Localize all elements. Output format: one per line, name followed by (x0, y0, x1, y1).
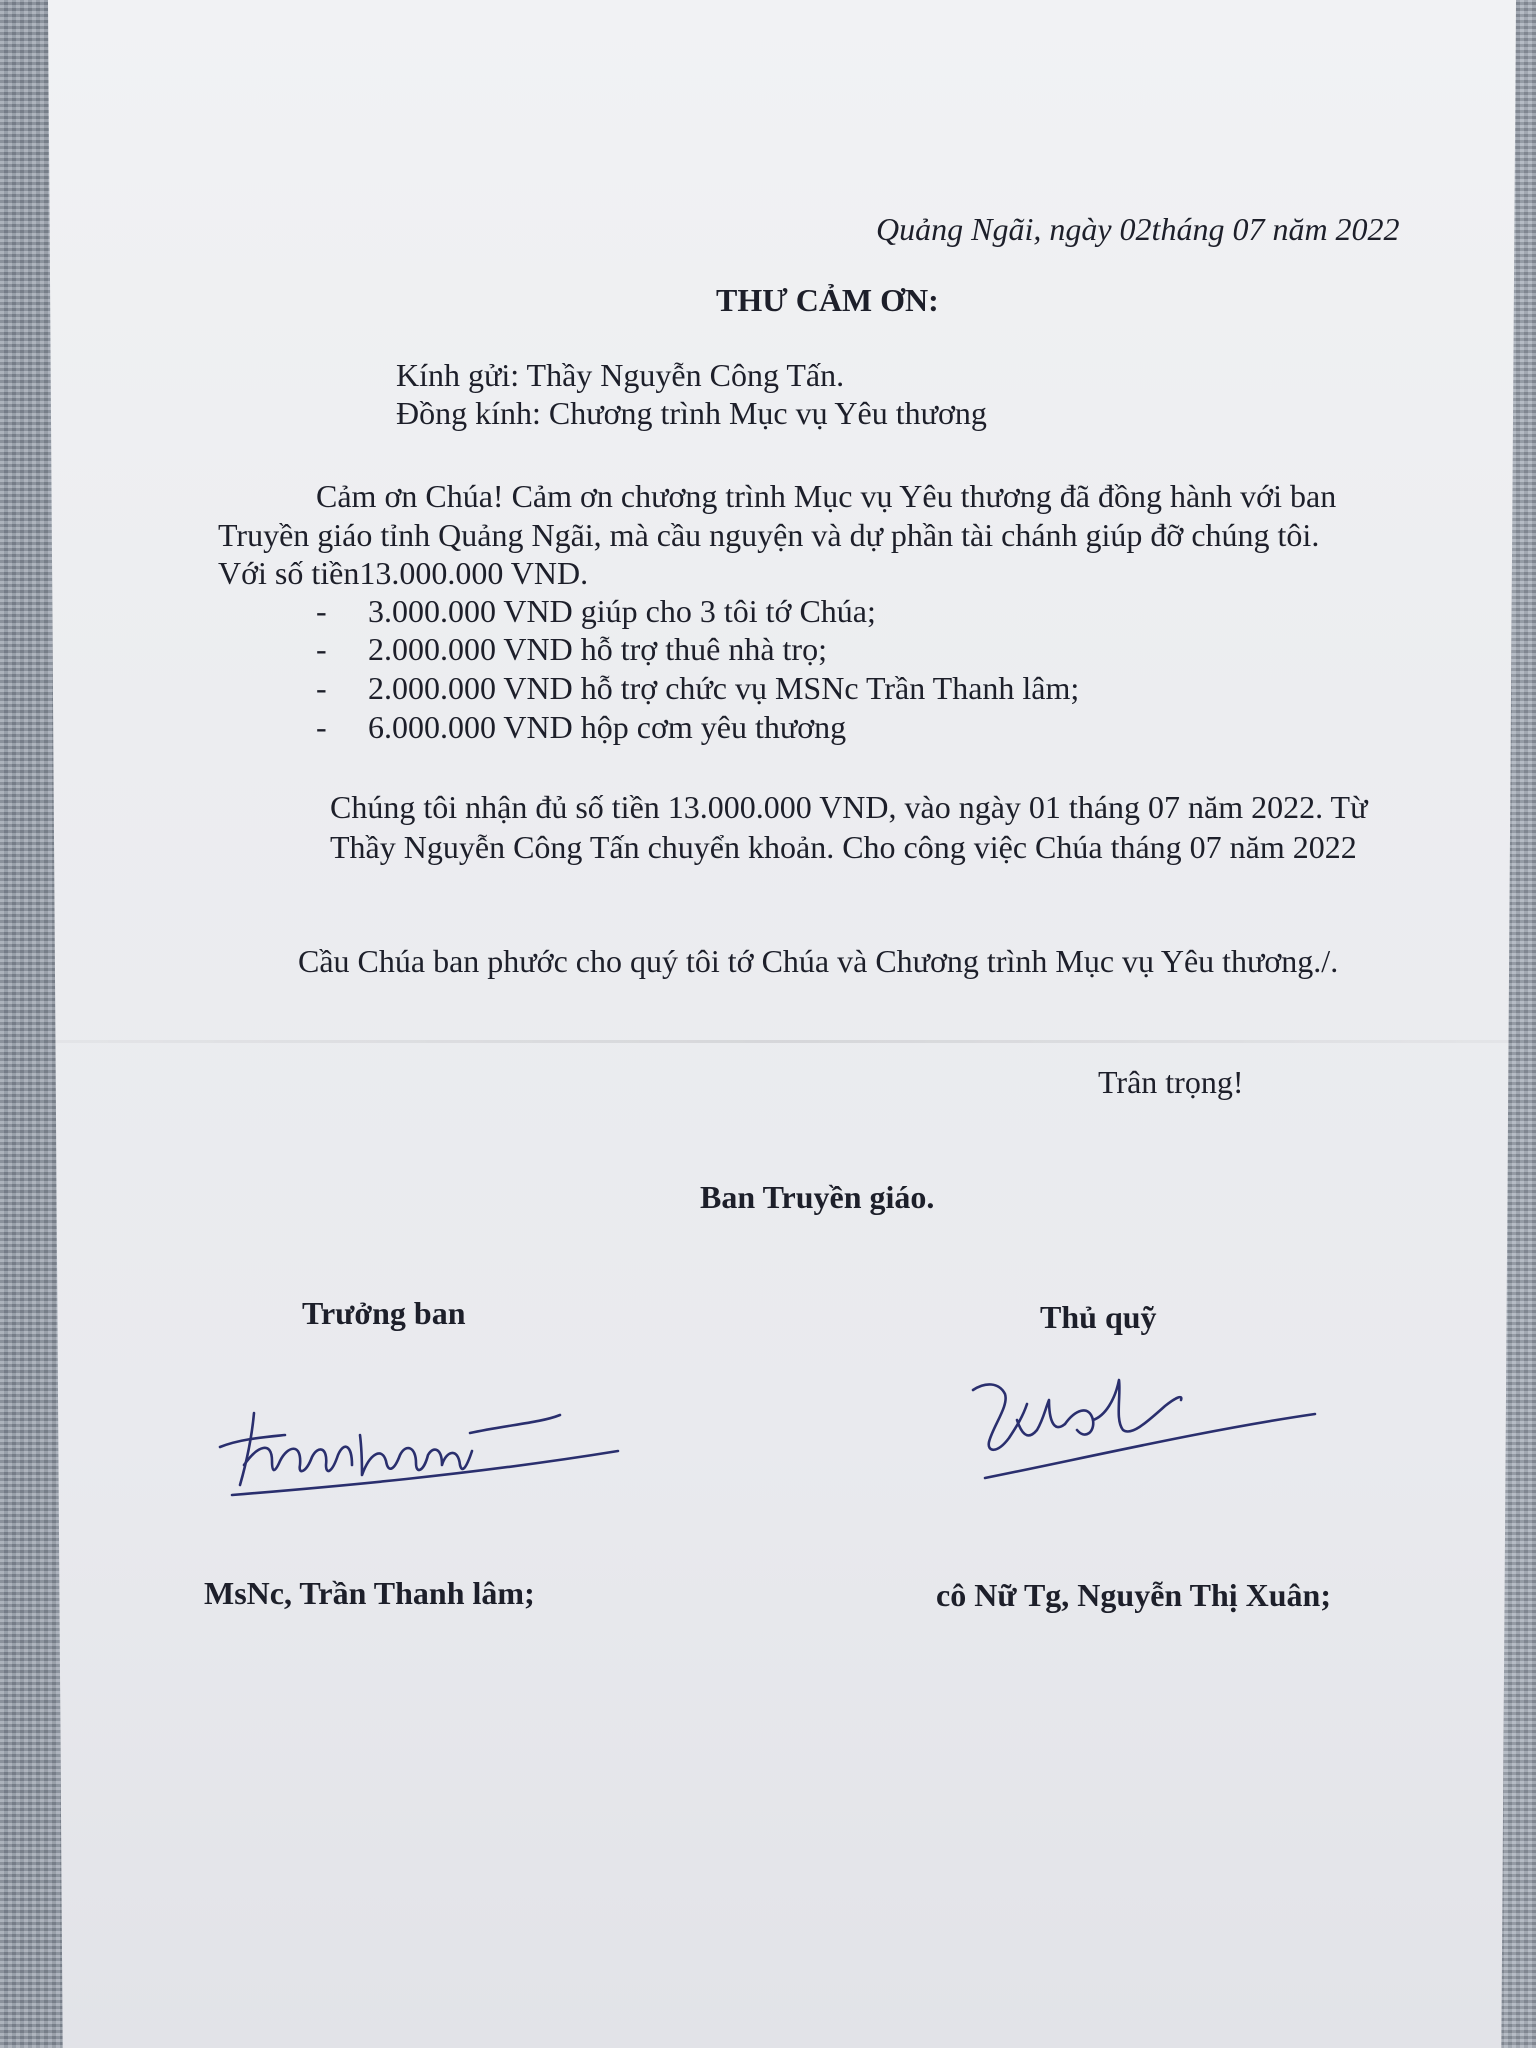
place-date: Quảng Ngãi, ngày 02tháng 07 năm 2022 (876, 211, 1400, 247)
list-item-text: 2.000.000 VND hỗ trợ thuê nhà trọ; (368, 631, 827, 667)
left-signer-role: Trưởng ban (302, 1295, 466, 1331)
body-line-3: Với số tiền13.000.000 VND. (218, 555, 589, 591)
cc-line: Đồng kính: Chương trình Mục vụ Yêu thương (396, 395, 987, 431)
list-item-text: 2.000.000 VND hỗ trợ chức vụ MSNc Trần Thanh lâm; (368, 670, 1080, 706)
left-signer-name: MsNc, Trần Thanh lâm; (204, 1575, 535, 1611)
right-signer-name: cô Nữ Tg, Nguyễn Thị Xuân; (936, 1577, 1331, 1613)
right-signer-role: Thủ quỹ (1040, 1299, 1157, 1335)
recipient-line: Kính gửi: Thầy Nguyễn Công Tấn. (396, 357, 845, 393)
blessing-line: Cầu Chúa ban phước cho quý tôi tớ Chúa và Chương trình Mục vụ Yêu thương./. (298, 943, 1339, 979)
list-item-text: 3.000.000 VND giúp cho 3 tôi tớ Chúa; (368, 593, 876, 629)
list-item-text: 6.000.000 VND hộp cơm yêu thương (368, 709, 847, 745)
body-line-2: Truyền giáo tỉnh Quảng Ngãi, mà cầu nguyện và dự phần tài chánh giúp đỡ chúng tôi. (218, 517, 1320, 553)
paper-fold-line (48, 1040, 1516, 1043)
body-line-1: Cảm ơn Chúa! Cảm ơn chương trình Mục vụ Yêu thương đã đồng hành với ban (316, 478, 1337, 514)
list-bullet: - (316, 631, 327, 667)
closing: Trân trọng! (1098, 1064, 1244, 1100)
letter-title: THƯ CẢM ƠN: (716, 282, 939, 318)
list-bullet: - (316, 670, 327, 706)
left-signature-icon (210, 1395, 630, 1505)
list-bullet: - (316, 593, 327, 629)
organization: Ban Truyền giáo. (700, 1179, 935, 1215)
receipt-line-2: Thầy Nguyễn Công Tấn chuyển khoản. Cho công việc Chúa tháng 07 năm 2022 (330, 829, 1357, 865)
list-bullet: - (316, 709, 327, 745)
receipt-line-1: Chúng tôi nhận đủ số tiền 13.000.000 VND, vào ngày 01 tháng 07 năm 2022. Từ (330, 789, 1368, 825)
right-signature-icon (965, 1360, 1325, 1490)
